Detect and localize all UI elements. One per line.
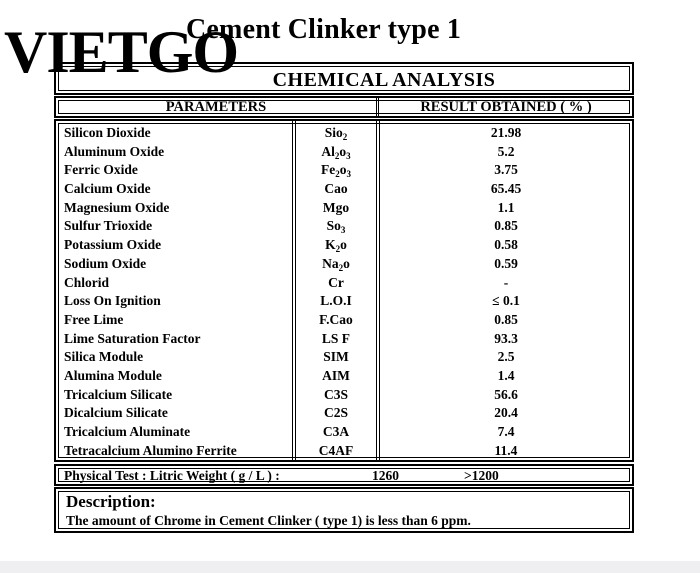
parameters-header: PARAMETERS xyxy=(165,99,267,115)
parameter-symbol: C3A xyxy=(322,424,350,439)
parameter-symbol: L.O.I xyxy=(320,293,352,309)
result-value: 1.4 xyxy=(497,367,515,383)
parameter-symbol: $Na_2o$ xyxy=(322,255,350,273)
table-row xyxy=(56,180,632,199)
result-value: 65.45 xyxy=(490,181,522,197)
parameter-symbol: SIM xyxy=(323,349,349,365)
result-value: 0.85 xyxy=(494,311,518,327)
parameter-name: Magnesium Oxide xyxy=(64,199,170,215)
table-row xyxy=(56,217,632,236)
result-header: RESULT OBTAINED ( % ) xyxy=(420,99,592,115)
table-row xyxy=(56,236,632,255)
parameter-symbol: $So_3$ xyxy=(326,218,346,236)
parameter-name: Silicon Dioxide xyxy=(64,125,151,140)
result-value: 56.6 xyxy=(494,386,518,402)
parameter-symbol: LS F xyxy=(321,330,351,346)
parameter-symbol: Cr xyxy=(328,274,344,290)
parameter-name: Lime Saturation Factor xyxy=(64,330,201,346)
result-value: - xyxy=(503,274,509,290)
document-title: Cement Clinker type 1 xyxy=(186,14,462,45)
parameter-name: Free Lime xyxy=(64,311,124,327)
litric-weight-value: 1260 xyxy=(372,468,399,483)
table-row xyxy=(56,161,632,180)
parameter-name: Tetracalcium Alumino Ferrite xyxy=(64,442,237,458)
result-value: 7.4 xyxy=(497,424,515,439)
physical-test-row xyxy=(54,464,634,486)
chemical-analysis-label: CHEMICAL ANALYSIS xyxy=(272,69,496,91)
table-row xyxy=(56,367,632,386)
parameter-symbol: C4AF xyxy=(318,442,354,458)
parameter-name: Aluminum Oxide xyxy=(64,143,165,159)
result-value: 20.4 xyxy=(494,405,518,421)
table-row xyxy=(56,442,632,461)
table-row xyxy=(56,274,632,293)
parameter-name: Alumina Module xyxy=(64,367,162,383)
physical-test-label: Physical Test : Litric Weight ( g / L ) : xyxy=(64,468,280,483)
parameter-name: Silica Module xyxy=(64,349,144,365)
table-row xyxy=(56,311,632,330)
result-value: 11.4 xyxy=(494,442,518,458)
parameter-name: Chlorid xyxy=(64,274,110,290)
result-value: ≤ 0.1 xyxy=(492,293,520,309)
table-row xyxy=(56,255,632,274)
result-value: 2.5 xyxy=(497,349,515,365)
table-row xyxy=(56,292,632,311)
table-row xyxy=(56,404,632,423)
parameter-symbol: $Al_2o_3$ xyxy=(321,143,351,161)
parameter-name: Ferric Oxide xyxy=(64,162,138,178)
parameter-name: Loss On Ignition xyxy=(64,293,161,309)
analysis-table xyxy=(54,119,634,462)
parameter-name: Tricalcium Aluminate xyxy=(64,424,191,439)
description-text: The amount of Chrome in Cement Clinker ( type 1) is less than 6 ppm. xyxy=(66,513,471,528)
table-row xyxy=(56,423,632,442)
table-row xyxy=(56,330,632,349)
parameter-symbol: F.Cao xyxy=(319,311,353,327)
parameter-symbol: Cao xyxy=(324,181,348,197)
description-title: Description: xyxy=(66,492,156,511)
result-value: 0.58 xyxy=(494,237,518,253)
result-value: 21.98 xyxy=(490,125,522,140)
parameter-symbol: Sio$_2$ xyxy=(324,125,348,142)
bottom-strip xyxy=(0,561,700,573)
parameter-symbol: $K_2o$ xyxy=(325,237,347,255)
header-divider xyxy=(376,98,379,116)
description-box xyxy=(54,487,634,533)
table-row xyxy=(56,199,632,218)
parameter-symbol: $Fe_2o_3$ xyxy=(321,162,351,180)
table-row xyxy=(56,143,632,162)
litric-weight-limit: >1200 xyxy=(464,468,499,483)
parameter-symbol: C2S xyxy=(323,405,348,421)
result-value: 93.3 xyxy=(494,330,518,346)
table-row xyxy=(56,386,632,405)
parameter-symbol: C3S xyxy=(323,386,348,402)
parameter-name: Dicalcium Silicate xyxy=(64,405,168,421)
parameter-name: Potassium Oxide xyxy=(64,237,162,253)
parameter-name: Sulfur Trioxide xyxy=(64,218,153,234)
analysis-rows xyxy=(56,124,632,460)
parameter-name: Calcium Oxide xyxy=(64,181,151,197)
column-header-row xyxy=(54,96,634,118)
table-row xyxy=(56,348,632,367)
parameter-symbol: Mgo xyxy=(322,199,350,215)
parameter-name: Tricalcium Silicate xyxy=(64,386,173,402)
result-value: 0.85 xyxy=(494,218,518,234)
parameter-name: Sodium Oxide xyxy=(64,255,147,271)
parameter-symbol: AIM xyxy=(322,367,350,383)
vietgo-watermark: VIETGO xyxy=(4,19,239,85)
result-value: 1.1 xyxy=(497,199,515,215)
result-value: 5.2 xyxy=(497,143,515,159)
result-value: 0.59 xyxy=(494,255,518,271)
table-row xyxy=(56,124,632,143)
result-value: 3.75 xyxy=(494,162,518,178)
